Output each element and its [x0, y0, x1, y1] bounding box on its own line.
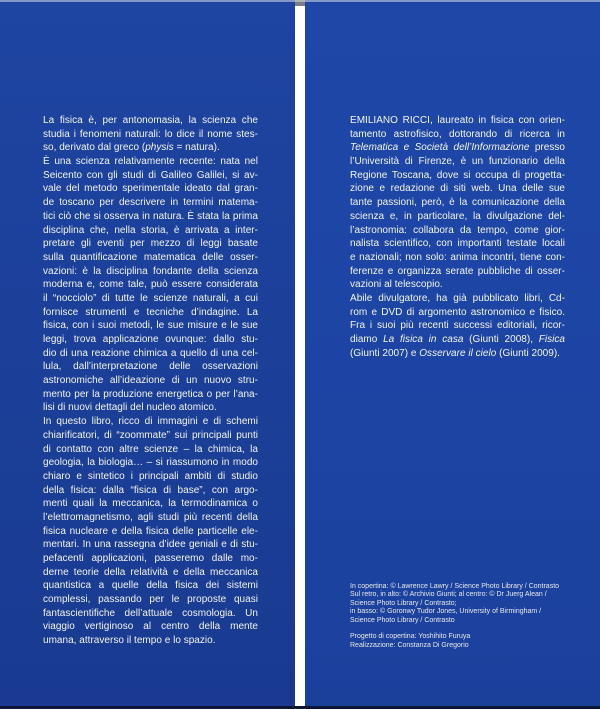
text-line: lula, dall’interpretazione delle osservazioni [43, 361, 258, 373]
text-line: In questo libro, ricco di immagini e di schemi [43, 416, 258, 428]
text-line: Telematica e Società dell’Informazione presso [350, 142, 565, 154]
text-line: sulla quantificazione matematica delle osser- [43, 251, 258, 263]
text-line: e nazionali; non solo: anima incontri, tiene con- [350, 251, 565, 263]
text-line: in basso: © Goronwy Tudor Jones, University of Birmingham / [350, 608, 542, 616]
text-line: vale del metodo sperimentale ideato dal gran- [43, 183, 258, 195]
text-line: di contatto con altre scienze – la chimica, la [43, 443, 258, 455]
author-bio-text [350, 114, 565, 360]
text-line: Fra i suoi più recenti successi editoriali, ricor- [350, 320, 565, 332]
text-line: leggi, trova applicazione ovunque: dallo stu- [43, 334, 258, 345]
text-line: menti quali la meccanica, la termodinamica o [43, 498, 258, 510]
text-line: viaggio vertiginoso al centro della mente [43, 621, 258, 633]
text-line: tici ciò che si osserva in natura. È stata la prima [43, 210, 258, 222]
text-line: fornisce strumenti e tecniche d’indagine. La [43, 306, 258, 318]
text-line: vazioni: è la disciplina fondante della scienza [43, 265, 258, 277]
text-line: (Giunti 2007) e Osservare il cielo (Giunti 2009). [350, 347, 560, 359]
book-description-text [43, 114, 258, 648]
center-gutter [295, 0, 305, 709]
text-line: Science Photo Library / Contrasto [350, 616, 455, 624]
text-line: mento per la produzione energetica o per l’ana- [43, 388, 258, 400]
text-line: fantascientifiche dell’attuale cosmologia. Un [43, 607, 258, 619]
text-line: lisi di nuovi dettagli del nucleo atomico. [43, 402, 217, 414]
text-line: derne teorie della relatività e della meccanica [43, 566, 258, 578]
text-line: Science Photo Library / Contrasto; [350, 599, 457, 607]
text-line: pefacenti applicazioni, passeremo dalle mo- [43, 553, 258, 564]
text-line: In copertina: © Lawrence Lawry / Science Photo Library / Contrasto [350, 583, 560, 590]
text-line: scienza e, in particolare, la divulgazione del- [350, 210, 565, 222]
text-line: dio di una reazione chimica a quello di una cel- [43, 347, 258, 359]
text-line: fisica nucleare e della fisica delle particelle ele- [43, 525, 258, 537]
text-line: l’astronomia: collabora da tempo, come gior- [350, 224, 565, 236]
text-line: moderna e, come tale, può essere considerata [43, 279, 258, 291]
text-line: studia i fenomeni naturali: lo dice il nome stes- [43, 128, 258, 140]
text-line: l’elettromagnetismo, agli studi più recenti della [43, 511, 258, 523]
text-line: rom e DVD di argomento astronomico e fisico. [350, 306, 565, 318]
text-line: ferenze e organizza serate pubbliche di osser- [350, 265, 565, 277]
text-line: Regione Toscana, dove si occupa di progetta- [350, 169, 565, 181]
text-line: Realizzazione: Constanza Di Gregorio [350, 641, 469, 649]
text-line: diamo La fisica in casa (Giunti 2008), Fisica [350, 334, 565, 345]
text-line [350, 625, 582, 633]
text-line: zione e redazione di siti web. Una delle sue [350, 183, 565, 195]
text-line: chiaro e sintetico i principali ambiti di studio [43, 470, 258, 482]
text-line: astronomiche all’ideazione di un nuovo stru- [43, 375, 258, 387]
text-line: È una scienza relativamente recente: nata nel [43, 156, 258, 168]
text-line: tamento astrofisico, dottorando di ricerca in [350, 128, 565, 140]
text-line: EMILIANO RICCI, laureato in fisica con orien- [350, 115, 565, 126]
text-line: il “nocciolo” di tutte le scienze naturali, a cui [43, 292, 258, 304]
text-line: vazioni al telescopio. [350, 279, 443, 291]
text-line: della fisica: dalla “fisica di base”, con argo- [43, 484, 258, 496]
scan-top-edge [0, 0, 600, 2]
text-line: chiarificatori, di “zoommate” sui principali punti [43, 429, 258, 441]
text-line: disciplina che, nella storia, è arrivata a inter- [43, 224, 258, 236]
text-line: de toscano per descrivere in termini matema- [43, 197, 258, 209]
text-line: mentari. In una rassegna d’idee geniali e di stu- [43, 539, 258, 551]
text-line: Abile divulgatore, ha già pubblicato libri, Cd- [350, 292, 565, 304]
text-line: Progetto di copertina: Yoshihito Furuya [350, 633, 471, 641]
text-line: Sul retro, in alto: © Archivio Giunti; al centro: © Dr Juerg Alean / [350, 591, 547, 599]
text-line: nalista scientifico, con importanti testate locali [350, 238, 565, 250]
text-line: l’Università di Firenze, è un funzionario della [350, 156, 565, 168]
text-line: La fisica è, per antonomasia, la scienza che [43, 115, 258, 126]
text-line: so, derivato dal greco (physis = natura). [43, 142, 220, 154]
text-line: Seicento con gli studi di Galileo Galilei, si av- [43, 169, 258, 181]
text-line: complessi, passando per le proposte quasi [43, 594, 258, 606]
text-line: umana, attraverso il tempo e lo spazio. [43, 635, 216, 647]
text-line: pretare gli eventi per mezzo di leggi basate [43, 238, 258, 250]
text-line: quantistica a quelle della fisica dei sistemi [43, 580, 258, 592]
text-line: fisica, con i suoi metodi, le sue misure e le sue [43, 320, 258, 332]
text-line: geologia, la biologia… – si riassumono in modo [43, 457, 258, 469]
photo-credits-text [350, 583, 582, 650]
text-line: tante passioni, però, è la comunicazione della [350, 197, 565, 209]
